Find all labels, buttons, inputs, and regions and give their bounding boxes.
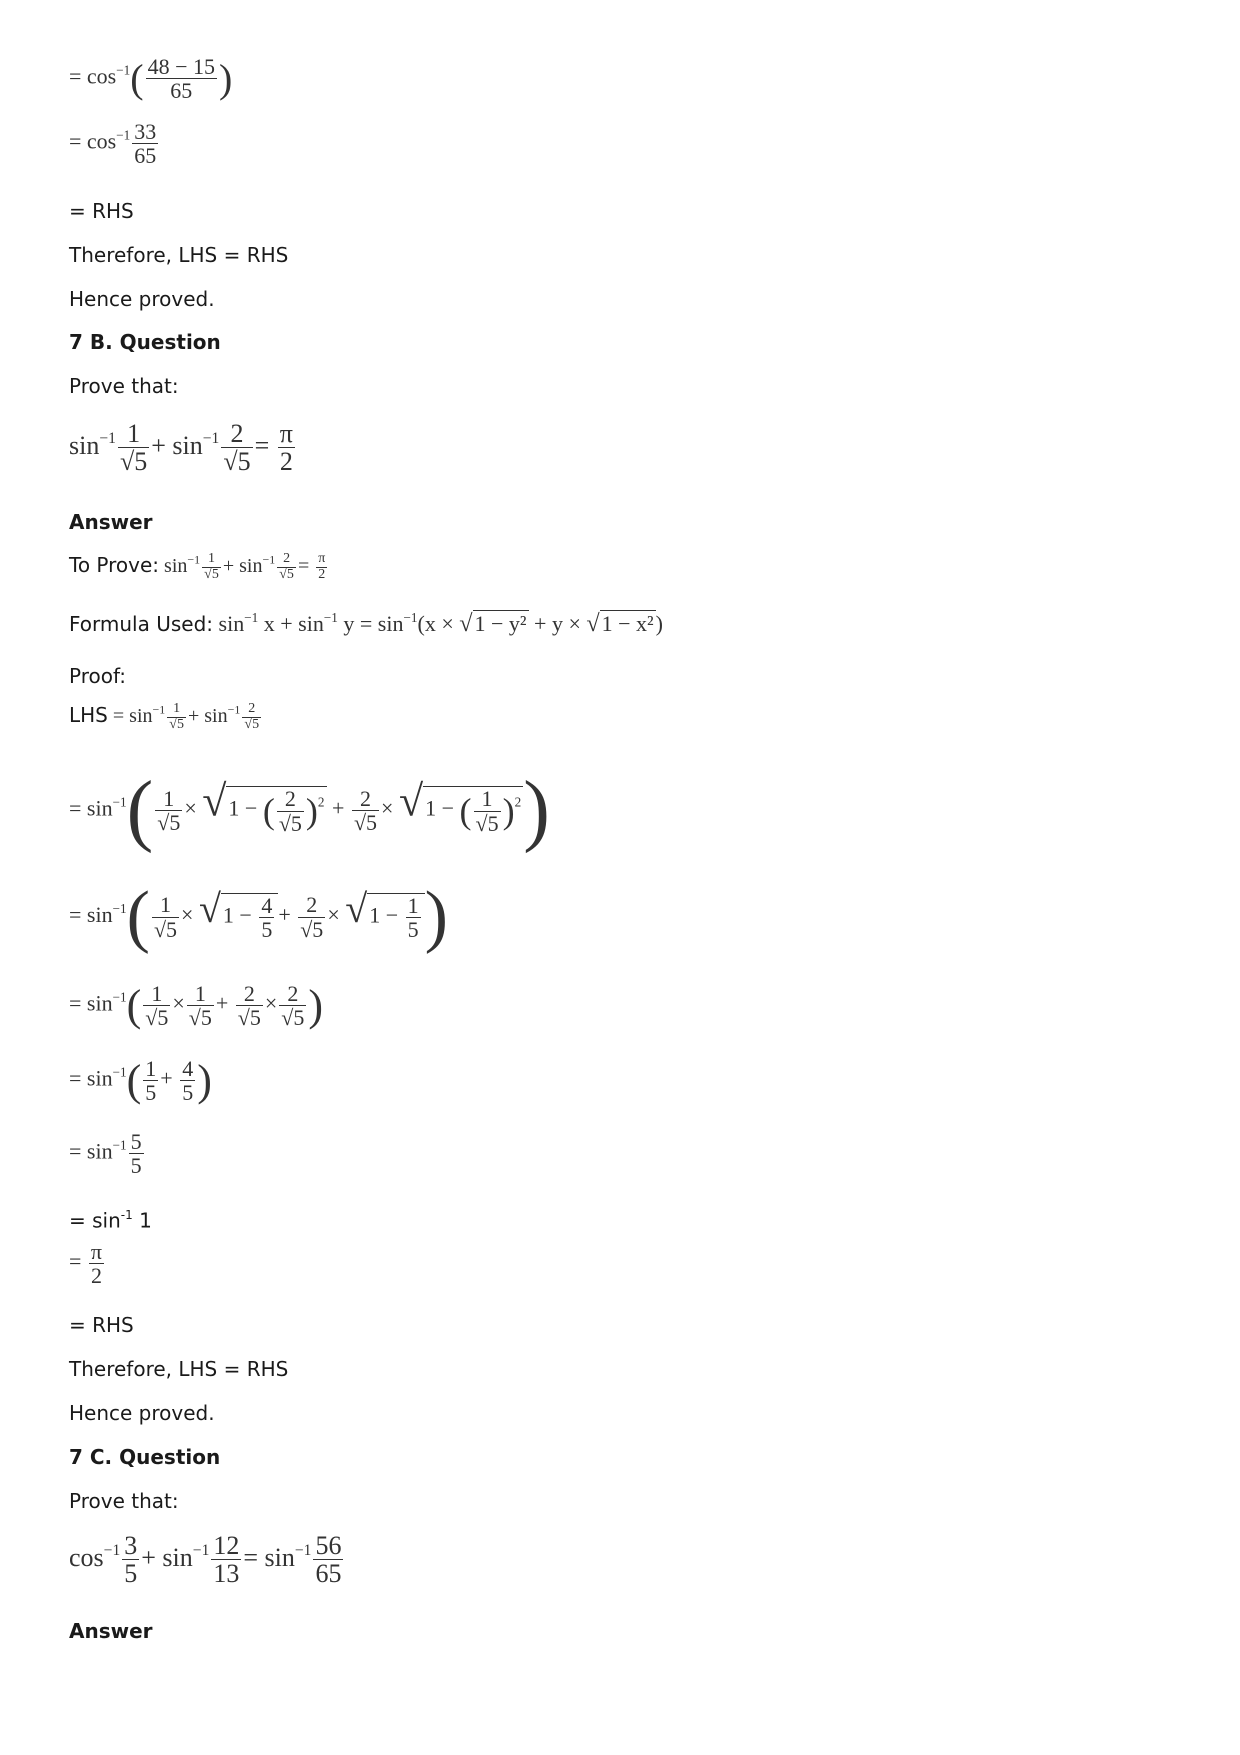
to-prove-label: To Prove: (69, 552, 160, 577)
answer-heading: Answer (69, 1619, 153, 1643)
proof-step: = $\sin^{-1} 1$ (69, 1208, 152, 1233)
formula-line: Formula Used: $\sin^{-1} x + \sin^{-1} y = \sin^{-1}(x \times √1 - y^2 + y \times √1 - x^2)$ (69, 610, 663, 638)
equation-line: = $\cos^{-1}$ $\frac{33}{65}$ (69, 119, 157, 169)
prove-that-label: Prove that: (69, 1489, 179, 1513)
question-heading: 7 C. Question (69, 1445, 221, 1469)
proof-step: = $\frac{\pi}{2}$ (69, 1239, 103, 1289)
proof-label: Proof: (69, 664, 127, 688)
to-prove-line: To Prove: $\sin^{-1}$ $\frac{1}{√5}$ + $\sin^{-1}$ $\frac{2}{√5}$ = $\frac{\pi}{2}$ (69, 551, 326, 582)
proof-step: = $\sin^{-1}$ $\frac{5}{5}$ (69, 1129, 142, 1179)
answer-heading: Answer (69, 510, 153, 534)
hence-proved-line: Hence proved. (69, 1401, 215, 1425)
hence-proved-line: Hence proved. (69, 287, 215, 311)
question-heading: 7 B. Question (69, 330, 221, 354)
proof-step: = $\sin^{-1}$( $\frac{1}{√5}$ × $\frac{1}{√5}$ + $\frac{2}{√5}$ × $\frac{2}{√5}$ ) (69, 980, 324, 1030)
lhs-line: LHS = $\sin^{-1}$ $\frac{1}{√5}$ + $\sin^{-1}$ $\frac{2}{√5}$ (69, 701, 260, 732)
proof-step: = $\sin^{-1}$( $\frac{1}{5}$ + $\frac{4}{5}$ ) (69, 1055, 212, 1105)
question-equation: $\sin^{-1}$ $\frac{1}{√5}$ + $\sin^{-1}$ $\frac{2}{√5}$ = $\frac{\pi}{2}$ (69, 419, 293, 477)
lhs-label: LHS (69, 702, 108, 727)
therefore-line: Therefore, LHS = RHS (69, 1357, 289, 1381)
therefore-line: Therefore, LHS = RHS (69, 243, 289, 267)
equation-line: = $\cos^{-1}$( $\frac{48 - 15}{65}$ ) (69, 54, 233, 104)
question-equation: $\cos^{-1}$ $\frac{3}{5}$ + $\sin^{-1}$ $\frac{12}{13}$ = $\sin^{-1}$ $\frac{56}{65}$ (69, 1531, 342, 1589)
rhs-line: = RHS (69, 1313, 134, 1337)
proof-step: = $\sin^{-1}$( $\frac{1}{√5}$ × √1 − ( $\frac{2}{√5}$ )$^2$ + $\frac{2}{√5}$ × √1 − ( $\frac{1}{√5}$ )$^2$) (69, 766, 550, 854)
prove-that-label: Prove that: (69, 374, 179, 398)
formula-label: Formula Used: (69, 612, 214, 637)
rhs-line: = RHS (69, 199, 134, 223)
proof-step: = $\sin^{-1}$( $\frac{1}{√5}$ × √1 − $\frac{4}{5}$ + $\frac{2}{√5}$ × √1 − $\frac{1}{5}$ ) (69, 878, 448, 955)
